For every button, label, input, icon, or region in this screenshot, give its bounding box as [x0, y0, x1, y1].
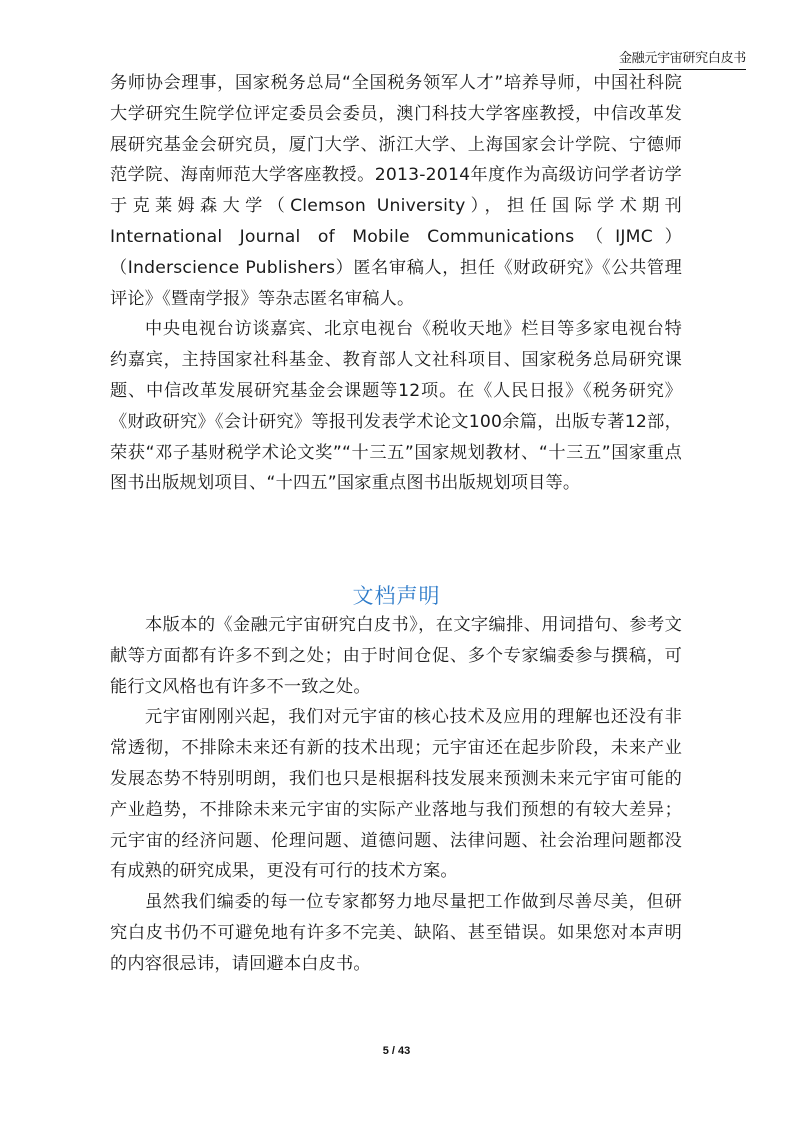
statement-paragraph-3: 虽然我们编委的每一位专家都努力地尽量把工作做到尽善尽美，但研究白皮书仍不可避免地有许多不完美、缺陷、甚至错误。如果您对本声明的内容很忌讳，请回避本白皮书。: [110, 892, 682, 974]
statement-paragraph-2: 元宇宙刚刚兴起，我们对元宇宙的核心技术及应用的理解也还没有非常透彻，不排除未来还有新的技术出现；元宇宙还在起步阶段，未来产业发展态势不特别明朗，我们也只是根据科技发展来预测未来元宇宙可能的产业趋势，不排除未来元宇宙的实际产业落地与我们预想的有较大差异；元宇宙的经济问题、伦理问题、道德问题、法律问题、社会治理问题都没有成熟的研究成果，更没有可行的技术方案。: [110, 707, 682, 882]
biography-section: [110, 68, 682, 499]
page-number: 5 / 43: [382, 1045, 411, 1057]
section-title-document-statement: 文档声明: [352, 584, 441, 608]
running-header: 金融元宇宙研究白皮书: [619, 50, 746, 70]
biography-paragraph-1: 务师协会理事，国家税务总局“全国税务领军人才”培养导师，中国社科院大学研究生院学位评定委员会委员，澳门科技大学客座教授，中信改革发展研究基金会研究员，厦门大学、浙江大学、上海国家会计学院、宁德师范学院、海南师范大学客座教授。2013-2014年度作为高级访问学者访学于克莱姆森大学（Clemson University），担任国际学术期刊International Journal of Mobile Communications（IJMC）（Inderscience Publishers）匿名审稿人，担任《财政研究》《公共管理评论》《暨南学报》等杂志匿名审稿人。: [110, 73, 682, 309]
biography-paragraph-2: 中央电视台访谈嘉宾、北京电视台《税收天地》栏目等多家电视台特约嘉宾，主持国家社科基金、教育部人文社科项目、国家税务总局研究课题、中信改革发展研究基金会课题等12项。在《人民日报》《税务研究》《财政研究》《会计研究》等报刊发表学术论文100余篇，出版专著12部，荣获“邓子基财税学术论文奖”“十三五”国家规划教材、“十三五”国家重点图书出版规划项目、“十四五”国家重点图书出版规划项目等。: [110, 319, 682, 494]
statement-paragraph-1: 本版本的《金融元宇宙研究白皮书》，在文字编排、用词措句、参考文献等方面都有许多不到之处；由于时间仓促、多个专家编委参与撰稿，可能行文风格也有许多不一致之处。: [110, 615, 682, 697]
document-statement-section: [110, 610, 682, 980]
